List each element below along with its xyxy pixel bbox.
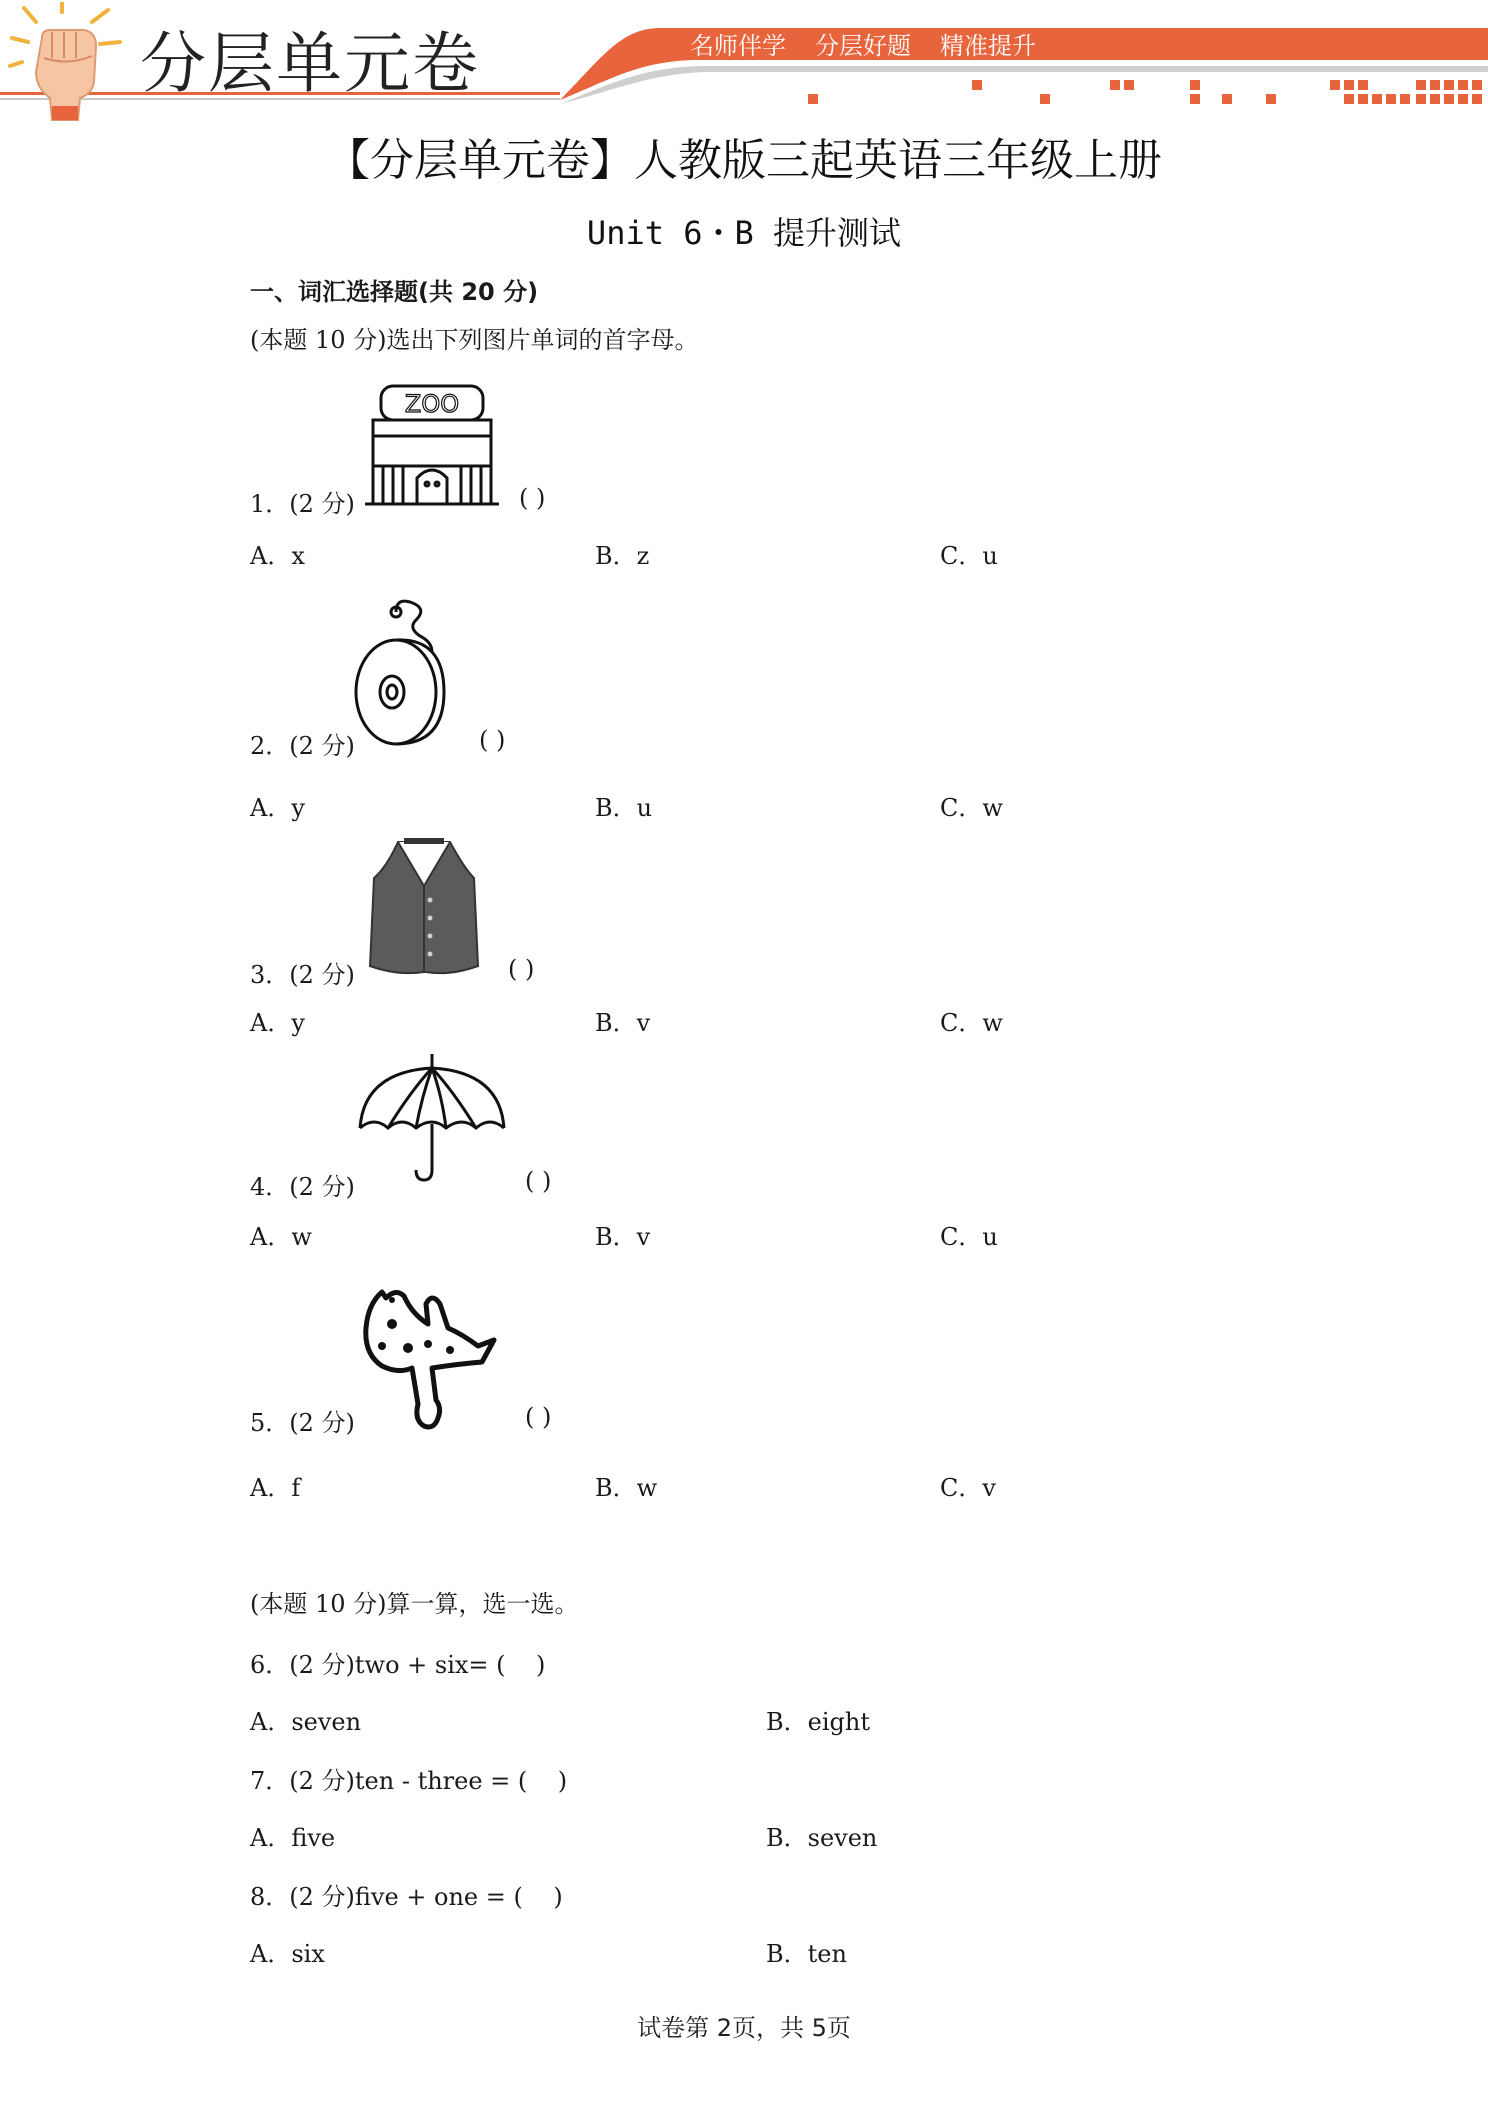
zoo-icon <box>365 380 499 506</box>
question-5-option-b[interactable]: B．w <box>595 1474 658 1502</box>
question-1-option-a[interactable]: A．x <box>250 542 305 570</box>
question-2-label: 2．(2 分) <box>250 732 355 760</box>
question-8-label: 8．(2 分)five + one = ( ) <box>250 1883 563 1911</box>
part2-instruction: (本题 10 分)算一算，选一选。 <box>250 1590 579 1618</box>
question-3-option-c[interactable]: C．w <box>940 1009 1003 1037</box>
question-5-blank: ( ) <box>525 1403 552 1431</box>
airplane-icon <box>362 1284 500 1430</box>
question-6-option-a[interactable]: A．seven <box>250 1708 362 1736</box>
page-title: 【分层单元卷】人教版三起英语三年级上册 <box>326 135 1162 186</box>
question-4-option-c[interactable]: C．u <box>940 1223 998 1251</box>
question-1-option-b[interactable]: B．z <box>595 542 650 570</box>
question-2-option-b[interactable]: B．u <box>595 794 653 822</box>
question-4-label: 4．(2 分) <box>250 1173 355 1201</box>
vest-icon <box>368 838 480 978</box>
question-2-blank: ( ) <box>479 726 506 754</box>
slogan-2: 分层好题 <box>815 32 911 60</box>
section-heading: 一、词汇选择题(共 20 分) <box>250 278 539 306</box>
yoyo-icon <box>352 598 470 748</box>
question-4-option-a[interactable]: A．w <box>250 1223 312 1251</box>
question-7-option-b[interactable]: B．seven <box>766 1824 878 1852</box>
umbrella-icon <box>356 1052 508 1186</box>
question-5-option-c[interactable]: C．v <box>940 1474 996 1502</box>
question-3-blank: ( ) <box>508 955 535 983</box>
question-2-option-c[interactable]: C．w <box>940 794 1003 822</box>
page-footer: 试卷第 2页，共 5页 <box>637 2014 851 2042</box>
question-3-option-a[interactable]: A．y <box>250 1009 305 1037</box>
slogan-3: 精准提升 <box>940 32 1036 60</box>
question-3-option-b[interactable]: B．v <box>595 1009 651 1037</box>
question-8-option-a[interactable]: A．six <box>250 1940 325 1968</box>
svg-text:ZOO: ZOO <box>404 390 460 418</box>
brand-title: 分层单元卷 <box>140 25 480 102</box>
question-4-option-b[interactable]: B．v <box>595 1223 651 1251</box>
question-1-option-c[interactable]: C．u <box>940 542 998 570</box>
question-8-option-b[interactable]: B．ten <box>766 1940 847 1968</box>
part1-instruction: (本题 10 分)选出下列图片单词的首字母。 <box>250 326 699 354</box>
fist-logo-icon <box>8 2 126 124</box>
question-6-option-b[interactable]: B．eight <box>766 1708 870 1736</box>
question-1-label: 1．(2 分) <box>250 490 355 518</box>
question-7-label: 7．(2 分)ten - three = ( ) <box>250 1767 568 1795</box>
question-3-label: 3．(2 分) <box>250 961 355 989</box>
question-4-blank: ( ) <box>525 1167 552 1195</box>
question-5-label: 5．(2 分) <box>250 1409 355 1437</box>
page-header <box>0 0 1488 110</box>
page-subtitle: Unit 6・B 提升测试 <box>586 214 902 252</box>
question-6-label: 6．(2 分)two + six= ( ) <box>250 1651 546 1679</box>
question-1-blank: ( ) <box>519 484 546 512</box>
question-7-option-a[interactable]: A．five <box>250 1824 336 1852</box>
slogan-1: 名师伴学 <box>690 32 786 60</box>
question-2-option-a[interactable]: A．y <box>250 794 305 822</box>
question-5-option-a[interactable]: A．f <box>250 1474 301 1502</box>
